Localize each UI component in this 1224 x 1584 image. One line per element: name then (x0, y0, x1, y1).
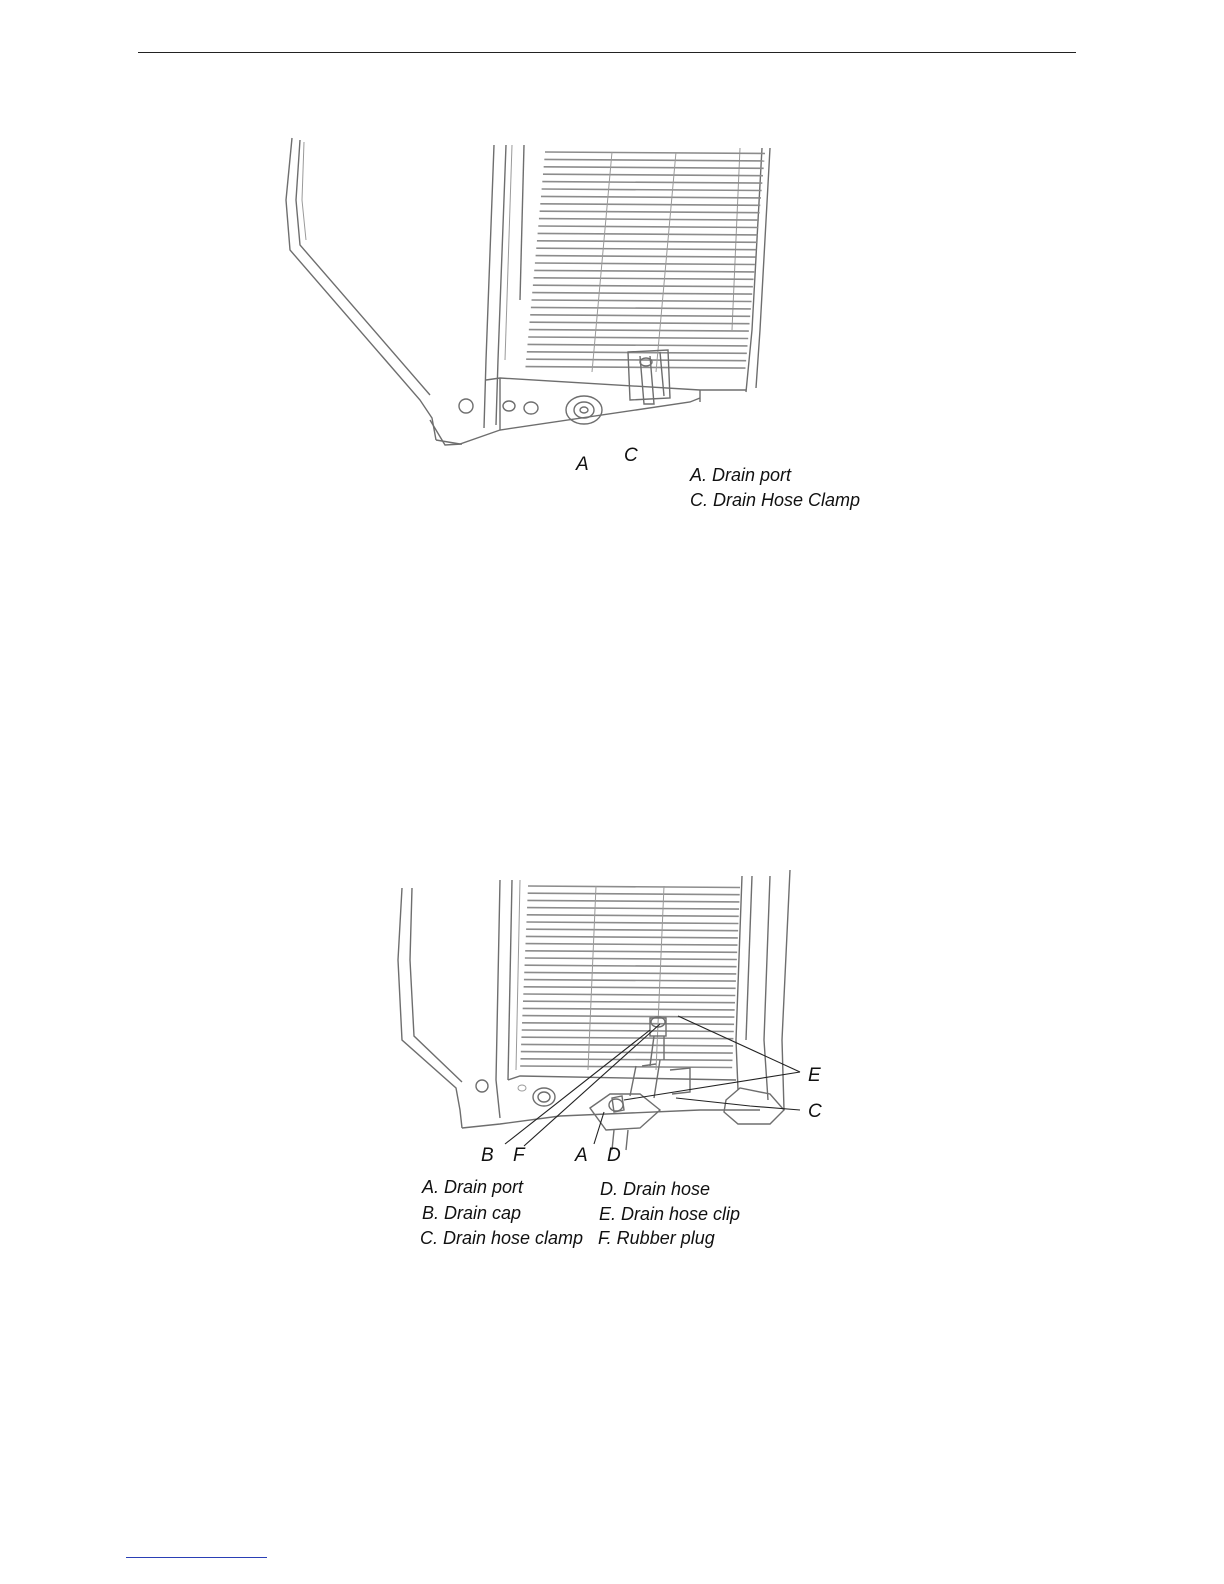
legend-item-drain-port: A. Drain port (422, 1177, 524, 1197)
grille-2 (520, 886, 740, 1070)
callout-d: D (607, 1145, 621, 1166)
legend-item-drain-cap: B. Drain cap (422, 1203, 522, 1223)
legend-item-drain-hose-clamp: C. Drain Hose Clamp (690, 490, 861, 510)
legend-item-drain-hose-clip: E. Drain hose clip (599, 1204, 741, 1224)
callout-b: B (481, 1145, 494, 1166)
callout-a: A (575, 1145, 588, 1166)
callout-e: E (808, 1065, 821, 1086)
footer-link-rule (126, 1557, 267, 1558)
callout-f: F (513, 1145, 525, 1166)
legend-item-drain-hose-clamp: C. Drain hose clamp (420, 1228, 584, 1248)
callout-c: C (808, 1101, 822, 1122)
legend-item-drain-hose: D. Drain hose (600, 1179, 711, 1199)
callout-a: A (576, 454, 589, 475)
drain-cap (476, 1080, 555, 1106)
callout-c: C (624, 445, 638, 466)
legend-item-drain-port: A. Drain port (690, 465, 792, 485)
legend-item-rubber-plug: F. Rubber plug (598, 1228, 715, 1248)
